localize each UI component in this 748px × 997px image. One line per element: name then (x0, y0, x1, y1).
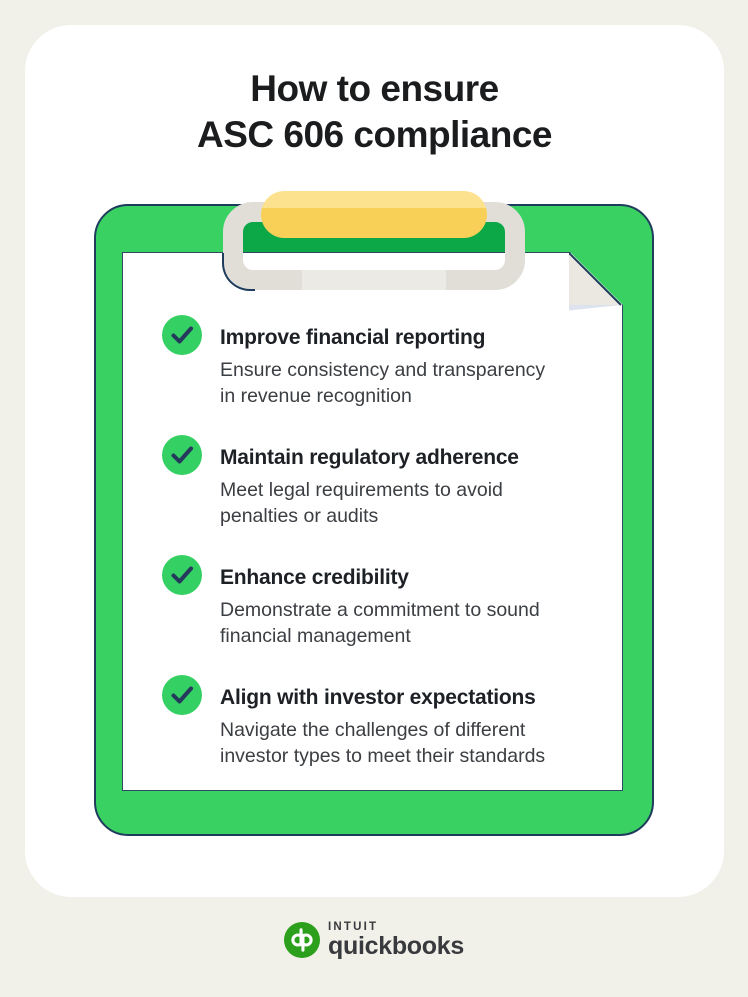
paper-fold-corner (569, 252, 623, 312)
clipboard-clip-ring-highlight (302, 270, 446, 290)
item-description-line2: financial management (220, 625, 411, 647)
item-description-line2: in revenue recognition (220, 385, 412, 407)
item-title: Maintain regulatory adherence (220, 446, 519, 469)
item-text (220, 675, 545, 769)
item-title: Improve financial reporting (220, 326, 486, 349)
checklist-item-1 (162, 315, 602, 409)
item-text (220, 555, 540, 649)
item-description-line2: investor types to meet their standards (220, 745, 546, 767)
brand-text (328, 921, 464, 959)
clipboard-clip-handle (261, 191, 487, 238)
item-title: Enhance credibility (220, 566, 409, 589)
brand-company-name: INTUIT (328, 921, 379, 933)
item-description (220, 477, 519, 529)
item-text (220, 435, 519, 529)
item-description-line1: Demonstrate a commitment to sound (220, 599, 540, 621)
checklist-item-4 (162, 675, 602, 769)
item-description-line2: penalties or audits (220, 505, 379, 527)
page-title-line2: ASC 606 compliance (197, 114, 552, 155)
item-description (220, 717, 545, 769)
item-description-line1: Ensure consistency and transparency (220, 359, 546, 381)
page-title (25, 66, 724, 158)
check-icon (162, 435, 202, 475)
quickbooks-logo-icon (284, 922, 320, 958)
brand-lockup (0, 921, 748, 959)
brand-product-name: quickbooks (328, 932, 464, 960)
item-description-line1: Navigate the challenges of different (220, 719, 526, 741)
item-description (220, 357, 545, 409)
check-icon (162, 315, 202, 355)
checklist-item-3 (162, 555, 602, 649)
page-title-line1: How to ensure (250, 68, 499, 109)
item-text (220, 315, 545, 409)
check-icon (162, 555, 202, 595)
item-description (220, 597, 540, 649)
item-title: Align with investor expectations (220, 686, 536, 709)
checklist-item-2 (162, 435, 602, 529)
item-description-line1: Meet legal requirements to avoid (220, 479, 503, 501)
check-icon (162, 675, 202, 715)
